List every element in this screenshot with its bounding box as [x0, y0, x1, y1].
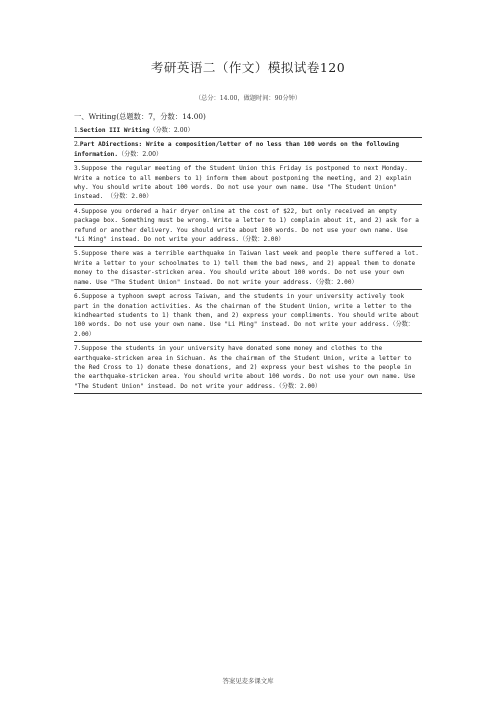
- question-number: 2.: [74, 141, 80, 149]
- question-number: 3.: [74, 165, 82, 173]
- answer-line: [74, 341, 422, 342]
- question-7: [74, 344, 422, 391]
- question-4: [74, 207, 422, 245]
- question-number: 1.: [74, 127, 80, 134]
- question-text: （分数：2.00）: [149, 127, 194, 134]
- section-heading: 一、Writing(总题数：7，分数：14.00): [74, 112, 206, 121]
- answer-line: [74, 161, 422, 162]
- question-2: [74, 140, 422, 159]
- question-text: Suppose the regular meeting of the Student Union this Friday is postponed to next Monday. Write a notice to all members to 1) inform them about postponing the meeting, and 2) explain why. You should write about 100 words. Do not use your own name. Use "The Student Union" instead. （分数：2.00）: [74, 165, 412, 201]
- answer-line: [74, 289, 422, 290]
- question-number: 5.: [74, 250, 82, 258]
- answer-line: [74, 137, 422, 138]
- content-area: [74, 112, 422, 396]
- answer-line: [74, 246, 422, 247]
- question-bold-text: Part ADirections: Write a composition/letter of no less than 100 words on the following information.: [74, 141, 400, 158]
- page-footer: 答案见麦多课文库: [222, 677, 274, 685]
- question-number: 6.: [74, 293, 82, 301]
- question-6: [74, 292, 422, 339]
- question-5: [74, 249, 422, 287]
- question-text: Suppose the students in your university have donated some money and clothes to the earthquake-stricken area in Sichuan. As the chairman of the Student Union, write a letter to the Red Cross to 1) donate these donations, and 2) express your best wishes to the people in the earthquake-stricken area. You should write about 100 words. Do not use your own name. Use "The Student Union" instead. Do not write your address.（分数：2.00）: [74, 345, 416, 390]
- question-number: 7.: [74, 345, 82, 353]
- page-subtitle: （总分：14.00，做题时间：90分钟）: [194, 95, 302, 102]
- question-bold-text: Section III Writing: [79, 127, 150, 134]
- question-text: Suppose there was a terrible earthquake in Taiwan last week and people there suffered a lot. Write a letter to your schoolmates to 1) tell them the bad news, and 2) appeal them to donate money to the disaster-stricken area. You should write about 100 words. Do not use your own name. Use "The Student Union" instead. Do not write your address.（分数：2.00）: [74, 250, 419, 286]
- question-number: 4.: [74, 207, 82, 215]
- answer-line: [74, 393, 422, 394]
- question-3: [74, 164, 422, 202]
- answer-line: [74, 204, 422, 205]
- question-1: [74, 126, 422, 135]
- page-title: 考研英语二（作文）模拟试卷120: [150, 60, 346, 75]
- question-text: （分数：2.00）: [118, 150, 163, 158]
- question-text: Suppose a typhoon swept across Taiwan, and the students in your university actively took part in the donation activities. As the chairman of the Student Union, write a letter to the kindhearted students to 1) thank them, and 2) express your compliments. You should write about 100 words. Do not use your own name. Use "Li Ming" instead. Do not write your address.（分数：2.00）: [74, 293, 419, 338]
- question-text: Suppose you ordered a hair dryer online at the cost of $22, but only received an empty package box. Something must be wrong. Write a letter to 1) complain about it, and 2) ask for a refund or another delivery. You should write about 100 words. Do not use your own name. Use "Li Ming" instead. Do not write your address.（分数：2.00）: [74, 207, 419, 244]
